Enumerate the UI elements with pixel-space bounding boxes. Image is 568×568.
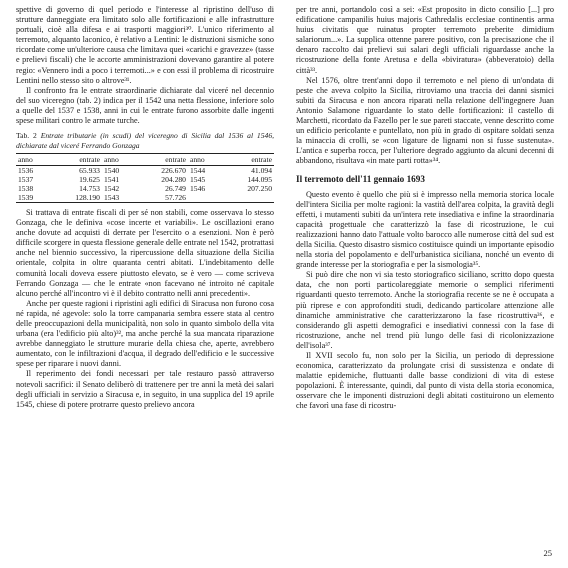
table-cell: [188, 193, 222, 203]
table-cell: 26.749: [165, 183, 186, 193]
table-cell: 1542: [103, 183, 120, 193]
paragraph: Il XVII secolo fu, non solo per la Sicilia, un periodo di depressione economica, caratterizzato da prolungate crisi di sussistenza e ondate di malattie epidemiche, fluttuanti dalle basse condizioni di vita di estese popolazioni. È interessante, quindi, dal punto di vista della storia economica, osservare che le imponenti distruzioni degli abitati costituirono un elemento che favorì una fase di ricostru-: [296, 351, 554, 411]
table-cell: 19.625: [79, 174, 100, 184]
table-cell: 1537: [18, 174, 34, 184]
table-caption: [16, 131, 274, 150]
page-number: 25: [543, 548, 552, 558]
tribute-table: [16, 153, 274, 203]
table-cell: 1543: [102, 193, 136, 203]
column-header: entrate: [50, 153, 102, 165]
table-cell: 207.250: [247, 183, 272, 193]
column-header: entrate: [136, 153, 188, 165]
section-heading: Il terremoto dell'11 gennaio 1693: [296, 173, 425, 184]
table-row: [16, 175, 274, 184]
table-cell: 14.753: [79, 183, 100, 193]
table-row: [16, 165, 274, 175]
table-row: [16, 193, 274, 203]
table-caption-text: Entrate tributarie (in scudi) del viceregno di Sicilia dal 1536 al 1546, dichiarate dal viceré Ferrando Gonzaga: [16, 131, 275, 150]
table-cell: 1541: [103, 174, 120, 184]
paragraph: Questo evento è quello che più si è impresso nella memoria storica locale dell'intera Sicilia per molte ragioni: la vastità dell'area colpita, la gravità degli effetti, i mutamenti subiti da un'intera rete insediativa e infine la straordinaria capacità progettuale che caratterizzò la fase di ricostruzione, le cui realizzazioni hanno dato l'attuale volto barocco alle numerose città del sud est della Sicilia. Questo disastro sismico costituisce quindi un importante episodio nella storia del popolamento e dell'urbanistica siciliana, nonché un evento di grande interesse per la storiografia e per la sismologia³⁵.: [296, 189, 554, 270]
table-cell: 226.670: [161, 165, 186, 175]
table-cell: 65.933: [79, 165, 100, 175]
paragraph: Nel 1576, oltre trent'anni dopo il terremoto e nel pieno di un'ondata di peste che aveva colpito la Sicilia, ritroviamo una traccia dei danni sismici subiti da Siracusa e non ancora riparati nella relazione dell'ingegnere Juan Antonio Salamone riguardante lo stato delle fortificazioni: il castello di Marchetti, ricordato da Fazello per le sue pareti staccate, venne descritto come un edificio pericolante e puntellato, non più in grado di ospitare soldati senza la minaccia di crolli, se «con ligature de lignami non si fusse sustenuta». L'antica e superba rocca, per l'ulteriore degrado aggiunto da alcuni decenni di abbandono, risultava «in mate parti rotta»³⁴.: [296, 75, 554, 166]
table-cell: [222, 193, 274, 203]
paragraph: per tre anni, portandolo così a sei: «Est proposito in dicto consilio [...] pro edificatione campanilis huius majoris Cathredalis ecclesiae continentis arma huius civitatis que ruinatus propter terremoto preberite dimidium salariorum...». La supplica ottenne parere positivo, con la precisazione che il denaro raccolto dai prelievi sui salari degli ufficiali riguardasse anche la ricostruzione della fonte Aretusa e della «biviratura» (abbeveratoio) della città³³.: [296, 5, 554, 75]
table-cell: 1545: [189, 174, 206, 184]
paragraph: Si può dire che non vi sia testo storiografico siciliano, scritto dopo questa data, che non porti particolareggiate memorie o semplici riferimenti riguardanti questo terremoto. Anche la storiografia recente se ne è occupata a più riprese e con approfonditi studi, dedicando particolare attenzione alle dinamiche amministrative che caratterizzarono la fase ricostruttiva³⁶, e considerando gli aspetti demografici e insediativi connessi con la fase di ricostruzione, anche nel trend più lungo delle fasi di ricolonizzazione dell'isola³⁷.: [296, 270, 554, 350]
table-cell: 1544: [189, 165, 206, 175]
column-header: anno: [16, 153, 50, 165]
table-cell: 1540: [103, 165, 120, 175]
table-cell: 1538: [18, 183, 34, 193]
paragraph: Il reperimento dei fondi necessari per tale restauro passò attraverso notevoli sacrifici: il Senato deliberò di trattenere per tre anni la metà dei salari degli ufficiali in servizio a Siracusa e, in seguito, in una supplica del 19 aprile 1545, chiese di potere protrarre questo prelievo ancora: [16, 369, 274, 409]
table-caption-prefix: Tab. 2: [16, 131, 37, 141]
column-header: anno: [188, 153, 222, 165]
left-column: [16, 5, 274, 410]
paragraph: Il confronto fra le entrate straordinarie dichiarate dal viceré nel decennio del suo viceregno (tab. 2) indica per il 1542 una netta flessione, inferiore solo a quelle del 1537 e 1538, anni in cui le entrate furono assorbite dalle ingenti spese militari contro le armate turche.: [16, 85, 274, 126]
table-cell: 204.280: [161, 174, 186, 184]
table-row: [16, 184, 274, 193]
table-header-row: [16, 153, 274, 165]
table-cell: 41.094: [251, 165, 272, 175]
table-cell: 57.726: [136, 193, 188, 203]
paragraph: Anche per queste ragioni i ripristini agli edifici di Siracusa non furono cosa né rapida, né agevole: solo la torre campanaria sembra essere stata al centro delle preoccupazioni della municipalità, non solo in quanto simbolo della vita urbana (era l'edificio più alto)³², ma anche perché la sua mancata riparazione avrebbe danneggiato le strutture murarie della chiesa che, aperte, avrebbero aumentato, con le infiltrazioni d'acqua, il degrado dell'edificio e le successive spese per riparare i nuovi danni.: [16, 298, 274, 369]
paragraph: spettive di governo di quel periodo e l'interesse al ripristino dell'uso di strutture danneggiate era limitato solo alle fortificazioni e alle infrastrutture portuali, cioè alla difesa e ai trasporti maggiori³⁰. L'unico riferimento al terremoto, alquanto laconico, è relativo a Lentini: le distruzioni sismiche sono ricordate come un'ulteriore causa che limitava quei «carichi e gravezze» (tasse e prelievi fiscali) che le accorte amministrazioni dovevano garantire al potere regio: «Vennero indi a poco i terremoti...» e con essi il problema di ricostruire Lentini nello stesso sito o altrove³¹.: [16, 5, 274, 85]
paragraph: Si trattava di entrate fiscali di per sé non stabili, come osservava lo stesso Gonzaga, che le definiva «cose incerte et variabili». Le oscillazioni erano anche dovute ad acquisti di derrate per l'esercito o a esenzioni. Non è però difficile scorgere in questa flessione generale delle entrate nel 1542, protrattasi anche nel biennio successivo, la ripercussione della situazione della Sicilia orientale, colpita in oltre quaranta centri abitati. L'indebitamento delle comunità locali doveva essere piuttosto elevato, se è vero — come scriveva Ferrando Gonzaga — che le entrate «non facevano né introito né capitale alcuno perché all'incontro vi è il debito contratto nelli anni precedenti».: [16, 207, 274, 298]
table-cell: 128.190: [50, 193, 102, 203]
column-header: anno: [102, 153, 136, 165]
table-cell: 144.095: [247, 174, 272, 184]
column-header: entrate: [222, 153, 274, 165]
table-cell: 1546: [189, 183, 206, 193]
right-column: [296, 5, 554, 412]
table-cell: 1536: [18, 165, 34, 175]
table-cell: 1539: [16, 193, 50, 203]
